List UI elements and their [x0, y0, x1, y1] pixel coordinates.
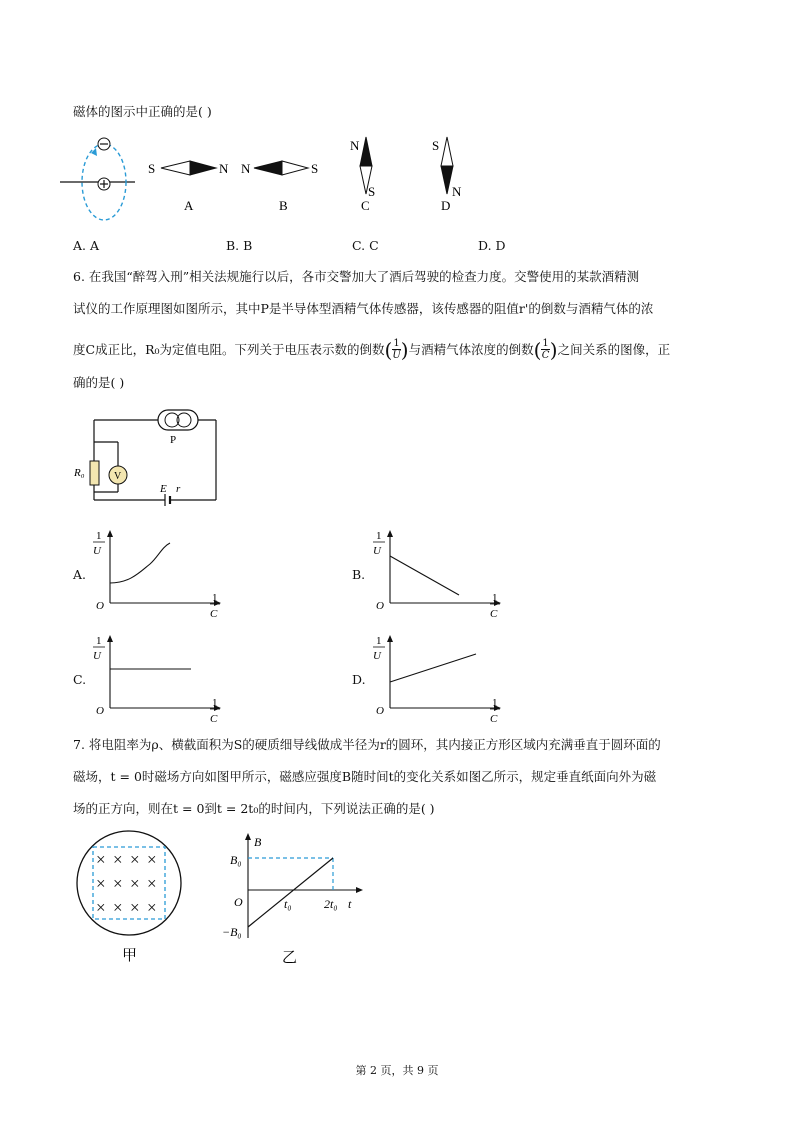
q6-a-x-num: 1 [212, 592, 218, 604]
svg-text:×: × [113, 850, 123, 869]
q5-d-caption: D [441, 198, 451, 213]
q6-c-x-den: C [210, 713, 218, 725]
q5-choice-c[interactable]: C. C [352, 238, 379, 253]
q6-frac2-num: 1 [542, 338, 549, 349]
q6-frac1-num: 1 [393, 338, 400, 349]
q6-c-y-num: 1 [96, 635, 102, 647]
q6-choice-a[interactable]: A. [73, 567, 87, 582]
q5-d-n-label: N [452, 184, 462, 199]
svg-text:×: × [147, 874, 157, 893]
q6-a-origin: O [96, 600, 104, 612]
q5-a-s-label: S [148, 161, 156, 176]
q6-r0-label: R₀ [74, 467, 85, 479]
q5-option-c-magnet [350, 137, 375, 213]
q6-d-line [390, 654, 476, 682]
svg-text:×: × [96, 874, 106, 893]
q7-t-axis-label: t [348, 897, 352, 911]
q6-internal-r-label: r [176, 483, 181, 495]
q6-graph-b [370, 527, 520, 622]
q6-fraction-1-over-u [392, 338, 400, 361]
q7-figure-b [218, 830, 378, 970]
q7-fig-b-caption: 乙 [282, 950, 298, 966]
q6-graph-a [90, 527, 240, 622]
q6-frac1-den: U [392, 350, 401, 361]
q5-choice-b[interactable]: B. B [226, 238, 253, 253]
q6-d-origin: O [376, 705, 384, 717]
q6-c-origin: O [96, 705, 104, 717]
q5-choice-d[interactable]: D. D [478, 238, 506, 253]
q5-d-s-label: S [432, 138, 440, 153]
svg-text:×: × [96, 850, 106, 869]
svg-text:×: × [130, 898, 140, 917]
svg-text:×: × [113, 898, 123, 917]
q7-line-1: 7. 将电阻率为ρ、横截面积为S的硬质细导线做成半径为r的圆环，其内接正方形区域内充满垂直于圆环面的 [73, 737, 661, 752]
q6-line-1: 6. 在我国“醉驾入刑”相关法规施行以后，各市交警加大了酒后驾驶的检查力度。交警使用的某款酒精测 [73, 269, 640, 284]
q6-line-4: 确的是( ) [73, 375, 125, 390]
q5-stem-tail: 磁体的图示中正确的是( ) [73, 104, 212, 119]
q6-d-x-den: C [490, 713, 498, 725]
q6-sensor-label: P [170, 434, 177, 446]
q6-a-curve [110, 543, 170, 583]
q6-line-3 [73, 338, 670, 361]
q6-d-x-num: 1 [492, 697, 498, 709]
q6-line-3-part-a: 度C成正比，R₀为定值电阻。下列关于电压表示数的倒数 [73, 341, 385, 357]
q7-figure-a [72, 830, 192, 970]
q5-choice-a[interactable]: A. A [73, 238, 100, 253]
q5-a-n-label: N [219, 161, 229, 176]
q6-graph-c [90, 632, 240, 727]
q6-line-3-part-c: 之间关系的图像，正 [557, 341, 671, 357]
q5-figure [60, 130, 480, 225]
q6-choice-b[interactable]: B. [352, 567, 366, 582]
q5-b-caption: B [279, 198, 288, 213]
q6-emf-label: E [160, 483, 167, 495]
q6-line-3-part-b: 与酒精气体浓度的倒数 [408, 341, 534, 357]
q7-b0-label: B₀ [230, 853, 242, 867]
q6-graph-d [370, 632, 520, 727]
q6-fraction-1-over-c [541, 338, 549, 361]
q6-b-x-den: C [490, 608, 498, 620]
q5-a-caption: A [184, 198, 194, 213]
q6-b-origin: O [376, 600, 384, 612]
q7-origin-label: O [234, 895, 243, 909]
q6-b-line [390, 556, 459, 595]
q6-a-y-den: U [93, 545, 101, 557]
q7-2t0-label: 2t₀ [324, 897, 338, 911]
q5-c-s-label: S [368, 184, 376, 199]
svg-text:×: × [130, 874, 140, 893]
q6-a-y-num: 1 [96, 530, 102, 542]
svg-text:×: × [130, 850, 140, 869]
q7-fig-a-caption: 甲 [122, 948, 138, 964]
page-footer: 第 2 页，共 9 页 [355, 1064, 439, 1077]
q5-b-s-label: S [311, 161, 319, 176]
q6-c-x-num: 1 [212, 697, 218, 709]
q7-b-t-line [248, 858, 333, 927]
q6-paren-open-1: ( [384, 337, 393, 362]
svg-text:×: × [113, 874, 123, 893]
q7-line-2: 磁场，t = 0时磁场方向如图甲所示，磁感应强度B随时间t的变化关系如图乙所示，规定垂直纸面向外为磁 [73, 769, 657, 784]
q7-b-axis-label: B [254, 835, 262, 849]
q5-figure-loop [60, 138, 135, 220]
q5-c-n-label: N [350, 138, 360, 153]
q7-neg-b0-label: −B₀ [222, 925, 242, 939]
q6-d-y-num: 1 [376, 635, 382, 647]
q5-c-caption: C [361, 198, 370, 213]
q6-line-2: 试仪的工作原理图如图所示，其中P是半导体型酒精气体传感器，该传感器的阻值r'的倒数与酒精气体的浓 [73, 301, 654, 316]
q6-b-y-den: U [373, 545, 381, 557]
q7-line-3: 场的正方向，则在t = 0到t = 2t₀的时间内，下列说法正确的是( ) [73, 801, 435, 816]
q5-option-b-magnet [241, 161, 318, 213]
q6-c-y-den: U [93, 650, 101, 662]
svg-text:×: × [96, 898, 106, 917]
q5-b-n-label: N [241, 161, 251, 176]
q6-voltmeter-label: V [114, 471, 122, 482]
q5-option-d-magnet [432, 137, 462, 213]
q6-paren-close-1: ) [400, 337, 409, 362]
svg-text:×: × [147, 850, 157, 869]
q6-circuit-diagram [70, 402, 230, 514]
q6-a-x-den: C [210, 608, 218, 620]
q7-t0-label: t₀ [284, 897, 292, 911]
q6-frac2-den: C [541, 350, 550, 361]
q6-b-x-num: 1 [492, 592, 498, 604]
q6-choice-c[interactable]: C. [73, 672, 87, 687]
q6-paren-open-2: ( [533, 337, 542, 362]
q6-b-y-num: 1 [376, 530, 382, 542]
q6-choice-d[interactable]: D. [352, 672, 366, 687]
q5-option-a-magnet [148, 161, 229, 213]
q6-paren-close-2: ) [549, 337, 558, 362]
q6-d-y-den: U [373, 650, 381, 662]
svg-text:×: × [147, 898, 157, 917]
